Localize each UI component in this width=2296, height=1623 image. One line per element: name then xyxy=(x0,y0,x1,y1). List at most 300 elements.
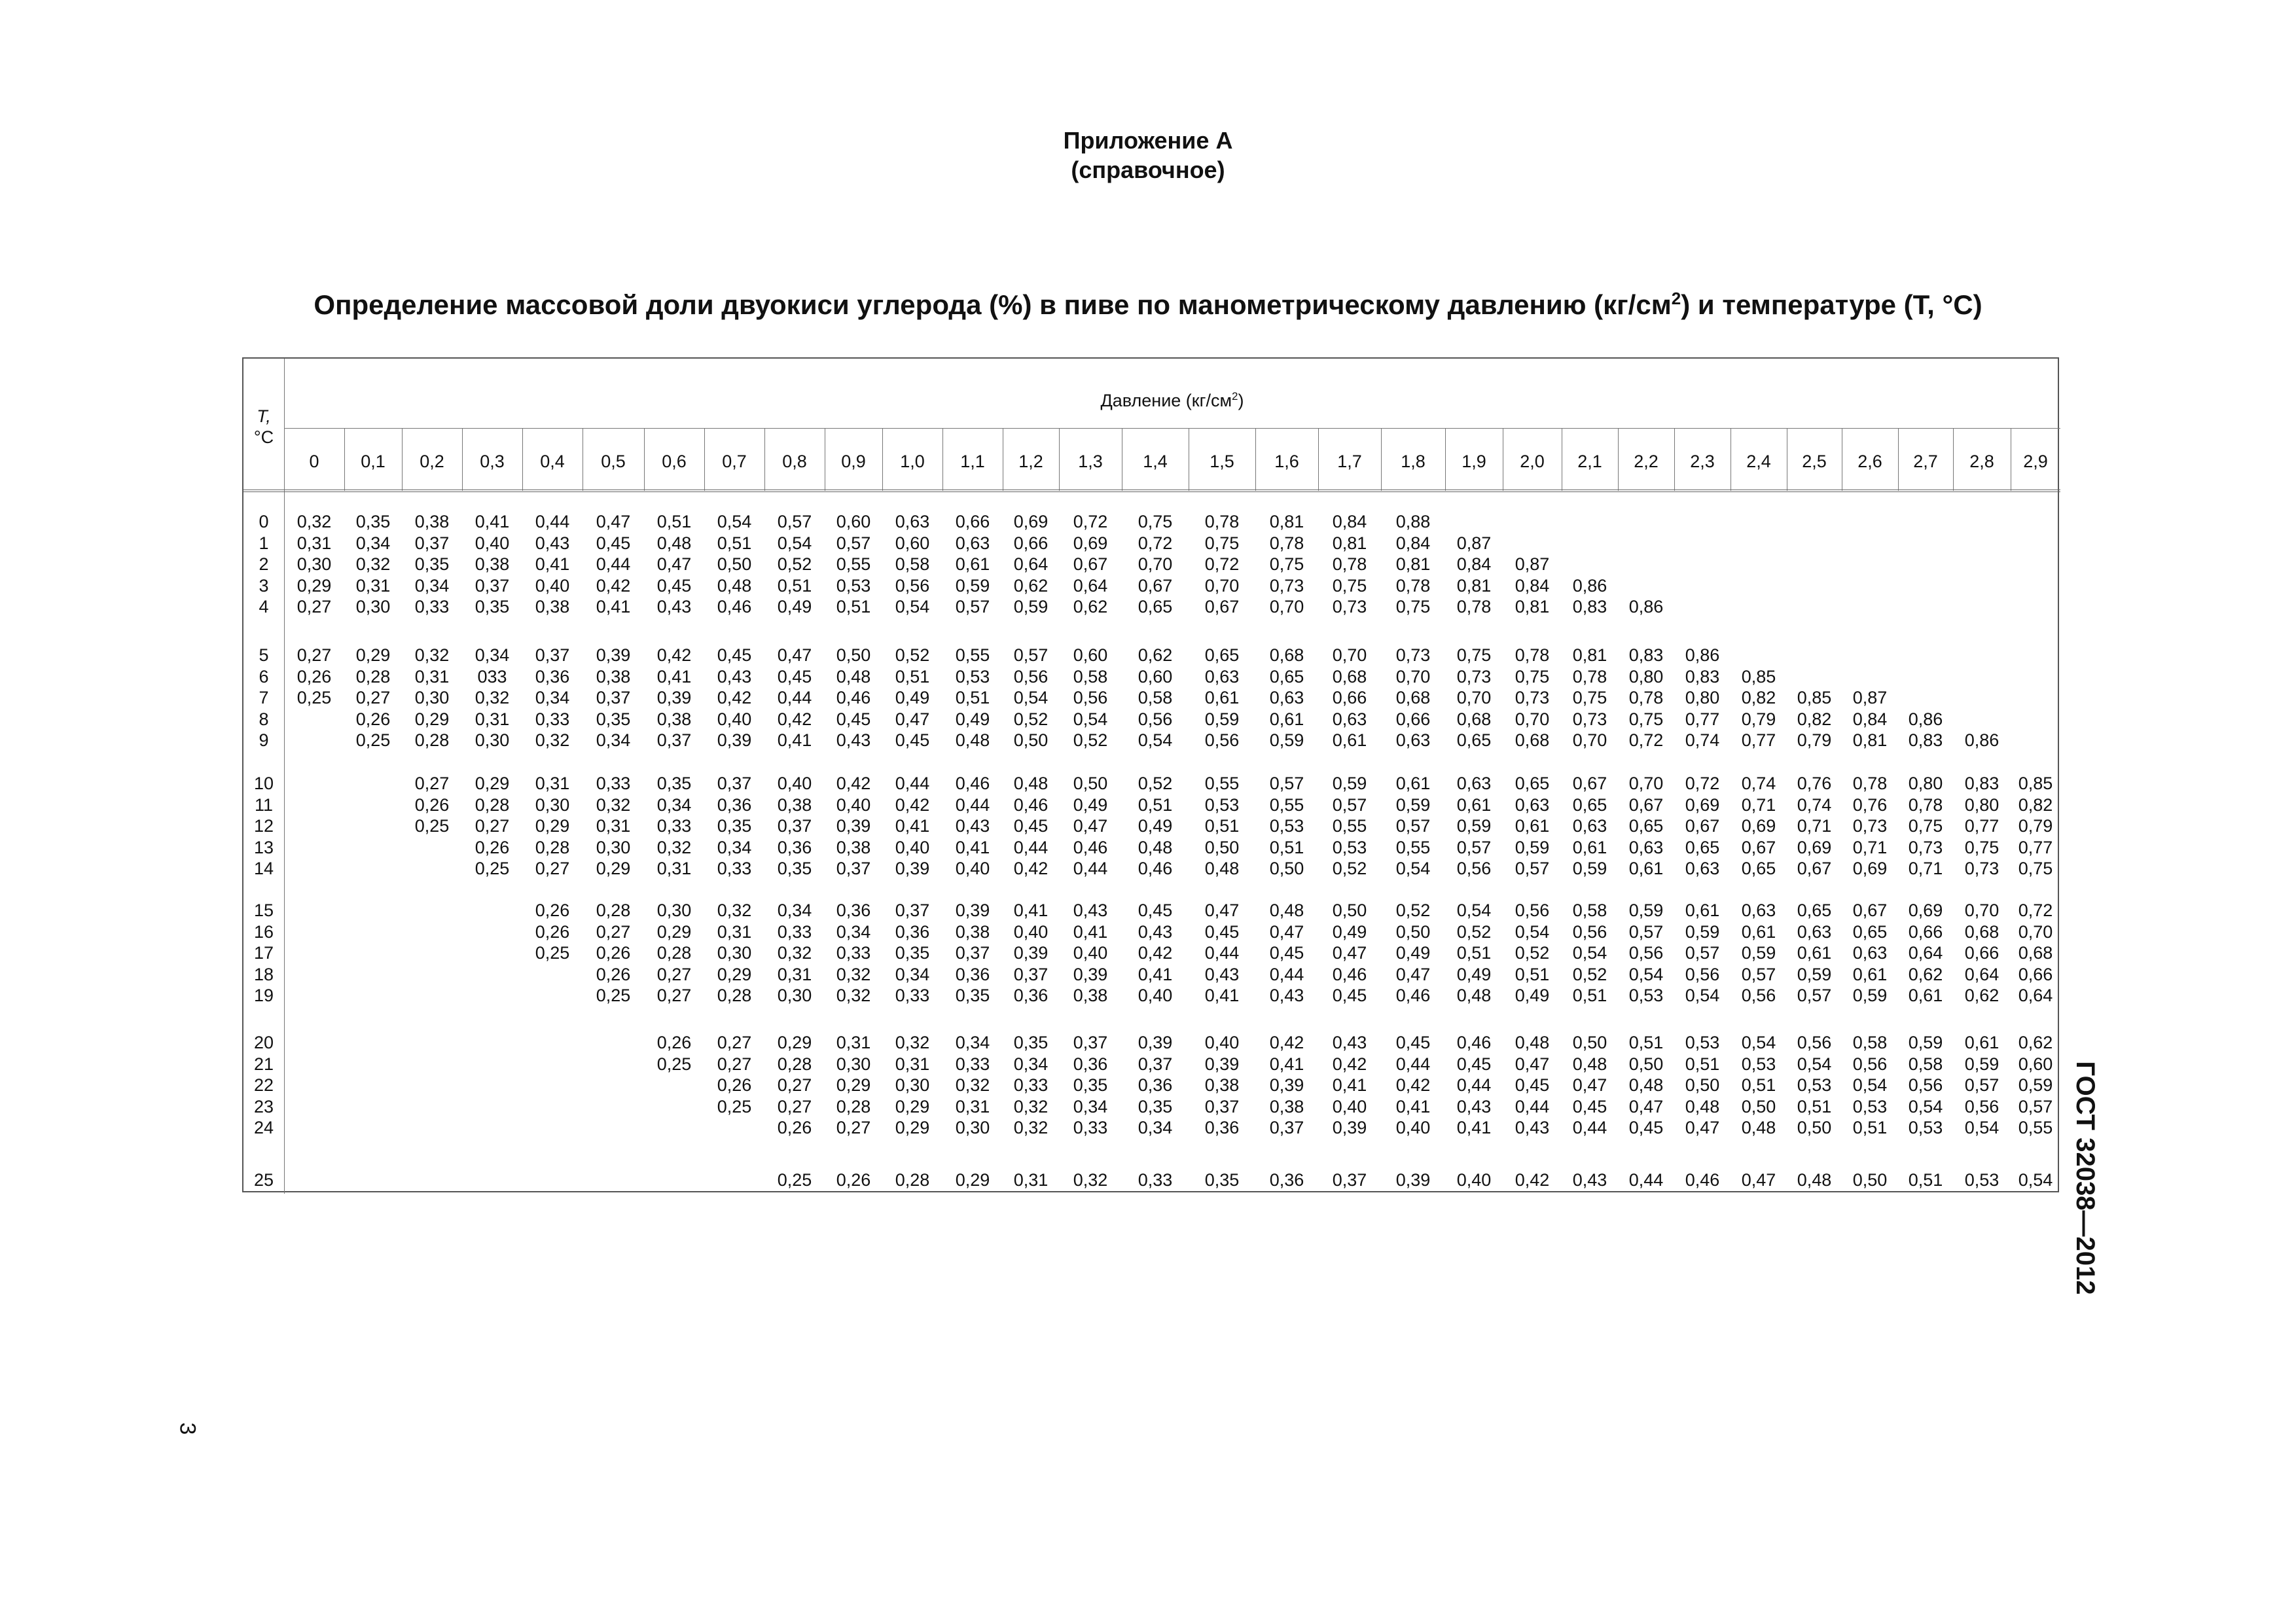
value-cell: 033 xyxy=(477,666,507,687)
value-cell: 0,57 xyxy=(1964,1075,2000,1095)
value-cell: 0,65 xyxy=(1204,645,1240,665)
value-cell: 0,79 xyxy=(2018,816,2053,836)
value-cell: 0,46 xyxy=(1685,1170,1720,1190)
value-cell: 0,56 xyxy=(1515,901,1550,920)
value-cell: 0,67 xyxy=(1073,554,1108,574)
value-cell: 0,38 xyxy=(777,794,812,815)
value-cell: 0,54 xyxy=(1073,709,1108,729)
value-cell: 0,42 xyxy=(777,709,812,729)
pressure-tail: ) xyxy=(1238,391,1244,410)
value-cell: 0,45 xyxy=(596,533,631,553)
pressure-column-header: 1,6 xyxy=(1274,452,1299,471)
value-cell: 0,40 xyxy=(1204,1033,1240,1052)
column-divider xyxy=(284,359,285,1194)
value-cell: 0,41 xyxy=(475,512,510,531)
value-cell: 0,52 xyxy=(1138,774,1173,793)
value-cell: 0,46 xyxy=(1138,859,1173,878)
value-cell: 0,29 xyxy=(955,1170,990,1190)
value-cell: 0,72 xyxy=(1628,730,1664,750)
value-cell: 0,65 xyxy=(1741,859,1776,878)
value-cell: 0,35 xyxy=(717,816,752,836)
value-cell: 0,53 xyxy=(1269,816,1304,836)
header-divider xyxy=(284,428,2060,429)
value-cell: 0,75 xyxy=(1332,575,1367,596)
value-cell: 0,29 xyxy=(535,816,570,836)
value-cell: 0,34 xyxy=(717,837,752,857)
value-cell: 0,50 xyxy=(1269,859,1304,878)
value-cell: 0,61 xyxy=(1685,901,1720,920)
value-cell: 0,78 xyxy=(1332,554,1367,574)
value-cell: 0,47 xyxy=(895,709,930,729)
value-cell: 0,47 xyxy=(1685,1118,1720,1137)
pressure-column-header: 2,4 xyxy=(1746,452,1771,471)
value-cell: 0,53 xyxy=(1741,1054,1776,1074)
value-cell: 0,34 xyxy=(1073,1096,1108,1116)
value-cell: 0,48 xyxy=(1013,774,1049,793)
value-cell: 0,33 xyxy=(955,1054,990,1074)
value-cell: 0,27 xyxy=(296,597,332,616)
value-cell: 0,45 xyxy=(1515,1075,1550,1095)
value-cell: 0,57 xyxy=(1797,986,1832,1005)
value-cell: 0,38 xyxy=(535,597,570,616)
value-cell: 0,58 xyxy=(1073,666,1108,687)
value-cell: 0,54 xyxy=(1908,1096,1943,1116)
value-cell: 0,57 xyxy=(1269,774,1304,793)
value-cell: 0,53 xyxy=(1685,1033,1720,1052)
value-cell: 0,60 xyxy=(836,512,871,531)
value-cell: 0,48 xyxy=(656,533,692,553)
value-cell: 0,78 xyxy=(1269,533,1304,553)
value-cell: 0,67 xyxy=(1628,794,1664,815)
value-cell: 0,77 xyxy=(2018,837,2053,857)
value-cell: 0,61 xyxy=(1964,1033,2000,1052)
value-cell: 0,36 xyxy=(1269,1170,1304,1190)
value-cell: 0,59 xyxy=(1685,921,1720,942)
value-cell: 0,56 xyxy=(1456,859,1492,878)
value-cell: 0,42 xyxy=(1269,1033,1304,1052)
value-cell: 0,31 xyxy=(836,1033,871,1052)
value-cell: 0,54 xyxy=(1456,901,1492,920)
pressure-column-header: 2,1 xyxy=(1577,452,1602,471)
value-cell: 0,28 xyxy=(535,837,570,857)
value-cell: 0,69 xyxy=(1013,512,1049,531)
value-cell: 0,72 xyxy=(1685,774,1720,793)
value-cell: 0,80 xyxy=(1685,688,1720,707)
value-cell: 0,50 xyxy=(1073,774,1108,793)
value-cell: 0,75 xyxy=(1456,645,1492,665)
value-cell: 0,56 xyxy=(1964,1096,2000,1116)
value-cell: 0,39 xyxy=(656,688,692,707)
value-cell: 0,59 xyxy=(955,575,990,596)
value-cell: 0,50 xyxy=(717,554,752,574)
value-cell: 0,57 xyxy=(1628,921,1664,942)
value-cell: 0,72 xyxy=(1204,554,1240,574)
value-cell: 0,34 xyxy=(836,921,871,942)
value-cell: 0,49 xyxy=(1395,943,1431,963)
pressure-column-header: 1,4 xyxy=(1143,452,1168,471)
value-cell: 0,39 xyxy=(1073,964,1108,984)
value-cell: 0,87 xyxy=(1515,554,1550,574)
value-cell: 0,75 xyxy=(1395,597,1431,616)
value-cell: 0,57 xyxy=(1395,816,1431,836)
value-cell: 0,33 xyxy=(656,816,692,836)
value-cell: 0,63 xyxy=(1204,666,1240,687)
value-cell: 0,40 xyxy=(895,837,930,857)
value-cell: 0,75 xyxy=(1138,512,1173,531)
pressure-column-header: 2,5 xyxy=(1802,452,1827,471)
value-cell: 0,57 xyxy=(1456,837,1492,857)
value-cell: 0,47 xyxy=(1572,1075,1607,1095)
value-cell: 0,30 xyxy=(475,730,510,750)
value-cell: 0,84 xyxy=(1395,533,1431,553)
value-cell: 0,37 xyxy=(777,816,812,836)
value-cell: 0,88 xyxy=(1395,512,1431,531)
value-cell: 0,56 xyxy=(1797,1033,1832,1052)
value-cell: 0,25 xyxy=(777,1170,812,1190)
value-cell: 0,32 xyxy=(836,964,871,984)
value-cell: 0,51 xyxy=(777,575,812,596)
value-cell: 0,32 xyxy=(296,512,332,531)
value-cell: 0,36 xyxy=(895,921,930,942)
value-cell: 0,73 xyxy=(1515,688,1550,707)
value-cell: 0,51 xyxy=(1269,837,1304,857)
value-cell: 0,70 xyxy=(1572,730,1607,750)
value-cell: 0,61 xyxy=(1395,774,1431,793)
value-cell: 0,33 xyxy=(777,921,812,942)
value-cell: 0,78 xyxy=(1628,688,1664,707)
temperature-cell: 8 xyxy=(259,709,269,729)
temperature-cell: 22 xyxy=(253,1075,274,1095)
value-cell: 0,52 xyxy=(1332,859,1367,878)
value-cell: 0,70 xyxy=(1204,575,1240,596)
temperature-cell: 19 xyxy=(253,986,274,1005)
value-cell: 0,68 xyxy=(1395,688,1431,707)
value-cell: 0,34 xyxy=(777,901,812,920)
value-cell: 0,49 xyxy=(1073,794,1108,815)
value-cell: 0,56 xyxy=(1908,1075,1943,1095)
value-cell: 0,55 xyxy=(1269,794,1304,815)
pressure-column-header: 2,6 xyxy=(1857,452,1882,471)
value-cell: 0,63 xyxy=(1685,859,1720,878)
standard-code: ГОСТ 32038—2012 xyxy=(2071,1061,2100,1295)
value-cell: 0,47 xyxy=(596,512,631,531)
value-cell: 0,45 xyxy=(1572,1096,1607,1116)
value-cell: 0,73 xyxy=(1332,597,1367,616)
temperature-cell: 24 xyxy=(253,1118,274,1137)
value-cell: 0,67 xyxy=(1797,859,1832,878)
value-cell: 0,47 xyxy=(1073,816,1108,836)
value-cell: 0,37 xyxy=(1013,964,1049,984)
value-cell: 0,82 xyxy=(1797,709,1832,729)
value-cell: 0,47 xyxy=(1515,1054,1550,1074)
value-cell: 0,84 xyxy=(1515,575,1550,596)
value-cell: 0,70 xyxy=(2018,921,2053,942)
value-cell: 0,58 xyxy=(1572,901,1607,920)
value-cell: 0,39 xyxy=(717,730,752,750)
value-cell: 0,26 xyxy=(596,964,631,984)
value-cell: 0,66 xyxy=(1013,533,1049,553)
value-cell: 0,45 xyxy=(1204,921,1240,942)
value-cell: 0,27 xyxy=(836,1118,871,1137)
value-cell: 0,32 xyxy=(535,730,570,750)
temperature-cell: 18 xyxy=(253,964,274,984)
value-cell: 0,83 xyxy=(1628,645,1664,665)
value-cell: 0,33 xyxy=(414,597,450,616)
value-cell: 0,37 xyxy=(1073,1033,1108,1052)
value-cell: 0,56 xyxy=(1685,964,1720,984)
value-cell: 0,59 xyxy=(1515,837,1550,857)
temperature-cell: 20 xyxy=(253,1033,274,1052)
value-cell: 0,31 xyxy=(596,816,631,836)
value-cell: 0,52 xyxy=(1013,709,1049,729)
value-cell: 0,81 xyxy=(1395,554,1431,574)
value-cell: 0,25 xyxy=(656,1054,692,1074)
value-cell: 0,81 xyxy=(1269,512,1304,531)
value-cell: 0,51 xyxy=(1628,1033,1664,1052)
value-cell: 0,26 xyxy=(596,943,631,963)
value-cell: 0,35 xyxy=(1204,1170,1240,1190)
value-cell: 0,59 xyxy=(1456,816,1492,836)
value-cell: 0,70 xyxy=(1395,666,1431,687)
pressure-column-header: 1,2 xyxy=(1018,452,1043,471)
value-cell: 0,61 xyxy=(955,554,990,574)
value-cell: 0,27 xyxy=(535,859,570,878)
value-cell: 0,61 xyxy=(1515,816,1550,836)
value-cell: 0,83 xyxy=(1685,666,1720,687)
value-cell: 0,42 xyxy=(717,688,752,707)
pressure-superscript: 2 xyxy=(1232,390,1238,402)
value-cell: 0,57 xyxy=(2018,1096,2053,1116)
value-cell: 0,61 xyxy=(1572,837,1607,857)
value-cell: 0,34 xyxy=(535,688,570,707)
value-cell: 0,61 xyxy=(1908,986,1943,1005)
value-cell: 0,40 xyxy=(1332,1096,1367,1116)
value-cell: 0,35 xyxy=(355,512,391,531)
value-cell: 0,83 xyxy=(1908,730,1943,750)
value-cell: 0,66 xyxy=(1395,709,1431,729)
title-tail: ) и температуре (Т, °С) xyxy=(1681,289,1982,320)
value-cell: 0,61 xyxy=(1204,688,1240,707)
value-cell: 0,66 xyxy=(955,512,990,531)
value-cell: 0,49 xyxy=(895,688,930,707)
value-cell: 0,41 xyxy=(955,837,990,857)
value-cell: 0,45 xyxy=(895,730,930,750)
value-cell: 0,41 xyxy=(1138,964,1173,984)
pressure-column-header: 0,7 xyxy=(722,452,747,471)
value-cell: 0,58 xyxy=(1908,1054,1943,1074)
value-cell: 0,59 xyxy=(1013,597,1049,616)
header-body-divider xyxy=(243,490,2060,492)
value-cell: 0,75 xyxy=(1628,709,1664,729)
value-cell: 0,29 xyxy=(355,645,391,665)
value-cell: 0,26 xyxy=(836,1170,871,1190)
value-cell: 0,50 xyxy=(836,645,871,665)
value-cell: 0,36 xyxy=(955,964,990,984)
temperature-cell: 15 xyxy=(253,901,274,920)
value-cell: 0,55 xyxy=(836,554,871,574)
value-cell: 0,32 xyxy=(475,688,510,707)
value-cell: 0,52 xyxy=(1073,730,1108,750)
value-cell: 0,76 xyxy=(1852,794,1888,815)
value-cell: 0,53 xyxy=(955,666,990,687)
value-cell: 0,45 xyxy=(777,666,812,687)
value-cell: 0,66 xyxy=(1908,921,1943,942)
temperature-cell: 14 xyxy=(253,859,274,878)
value-cell: 0,37 xyxy=(535,645,570,665)
pressure-column-header: 0,6 xyxy=(662,452,687,471)
value-cell: 0,39 xyxy=(1138,1033,1173,1052)
value-cell: 0,70 xyxy=(1332,645,1367,665)
value-cell: 0,56 xyxy=(1073,688,1108,707)
value-cell: 0,78 xyxy=(1852,774,1888,793)
value-cell: 0,44 xyxy=(1456,1075,1492,1095)
value-cell: 0,41 xyxy=(777,730,812,750)
value-cell: 0,42 xyxy=(895,794,930,815)
value-cell: 0,67 xyxy=(1741,837,1776,857)
value-cell: 0,53 xyxy=(1797,1075,1832,1095)
value-cell: 0,34 xyxy=(1138,1118,1173,1137)
temperature-cell: 5 xyxy=(259,645,269,665)
value-cell: 0,51 xyxy=(1138,794,1173,815)
value-cell: 0,43 xyxy=(656,597,692,616)
value-cell: 0,30 xyxy=(777,986,812,1005)
value-cell: 0,57 xyxy=(1741,964,1776,984)
value-cell: 0,52 xyxy=(1515,943,1550,963)
value-cell: 0,41 xyxy=(1456,1118,1492,1137)
value-cell: 0,54 xyxy=(777,533,812,553)
value-cell: 0,48 xyxy=(1572,1054,1607,1074)
value-cell: 0,55 xyxy=(2018,1118,2053,1137)
value-cell: 0,35 xyxy=(414,554,450,574)
value-cell: 0,40 xyxy=(836,794,871,815)
title-superscript: 2 xyxy=(1671,289,1681,308)
value-cell: 0,81 xyxy=(1572,645,1607,665)
value-cell: 0,57 xyxy=(836,533,871,553)
value-cell: 0,57 xyxy=(1515,859,1550,878)
value-cell: 0,47 xyxy=(1269,921,1304,942)
value-cell: 0,68 xyxy=(1515,730,1550,750)
value-cell: 0,44 xyxy=(1628,1170,1664,1190)
value-cell: 0,63 xyxy=(1741,901,1776,920)
value-cell: 0,33 xyxy=(1013,1075,1049,1095)
value-cell: 0,77 xyxy=(1964,816,2000,836)
value-cell: 0,54 xyxy=(1013,688,1049,707)
value-cell: 0,29 xyxy=(717,964,752,984)
value-cell: 0,36 xyxy=(717,794,752,815)
value-cell: 0,59 xyxy=(1395,794,1431,815)
value-cell: 0,59 xyxy=(1908,1033,1943,1052)
value-cell: 0,50 xyxy=(1395,921,1431,942)
temperature-cell: 25 xyxy=(253,1170,274,1190)
value-cell: 0,46 xyxy=(1073,837,1108,857)
value-cell: 0,43 xyxy=(1138,921,1173,942)
value-cell: 0,63 xyxy=(1628,837,1664,857)
value-cell: 0,31 xyxy=(535,774,570,793)
pressure-column-header: 1,5 xyxy=(1210,452,1234,471)
value-cell: 0,36 xyxy=(777,837,812,857)
value-cell: 0,83 xyxy=(1572,597,1607,616)
value-cell: 0,36 xyxy=(1073,1054,1108,1074)
value-cell: 0,44 xyxy=(535,512,570,531)
value-cell: 0,75 xyxy=(1572,688,1607,707)
value-cell: 0,49 xyxy=(1515,986,1550,1005)
value-cell: 0,51 xyxy=(955,688,990,707)
value-cell: 0,32 xyxy=(895,1033,930,1052)
value-cell: 0,40 xyxy=(1073,943,1108,963)
value-cell: 0,29 xyxy=(596,859,631,878)
value-cell: 0,39 xyxy=(596,645,631,665)
value-cell: 0,40 xyxy=(1456,1170,1492,1190)
value-cell: 0,67 xyxy=(1204,597,1240,616)
temperature-cell: 23 xyxy=(253,1096,274,1116)
value-cell: 0,34 xyxy=(955,1033,990,1052)
value-cell: 0,55 xyxy=(1332,816,1367,836)
value-cell: 0,56 xyxy=(1138,709,1173,729)
value-cell: 0,25 xyxy=(596,986,631,1005)
value-cell: 0,34 xyxy=(414,575,450,596)
value-cell: 0,35 xyxy=(656,774,692,793)
value-cell: 0,29 xyxy=(895,1118,930,1137)
value-cell: 0,64 xyxy=(2018,986,2053,1005)
value-cell: 0,58 xyxy=(1138,688,1173,707)
value-cell: 0,32 xyxy=(656,837,692,857)
value-cell: 0,51 xyxy=(717,533,752,553)
temperature-cell: 4 xyxy=(259,597,269,616)
value-cell: 0,70 xyxy=(1628,774,1664,793)
value-cell: 0,81 xyxy=(1456,575,1492,596)
value-cell: 0,46 xyxy=(1395,986,1431,1005)
value-cell: 0,51 xyxy=(656,512,692,531)
value-cell: 0,52 xyxy=(1456,921,1492,942)
value-cell: 0,65 xyxy=(1852,921,1888,942)
value-cell: 0,73 xyxy=(1269,575,1304,596)
value-cell: 0,86 xyxy=(1908,709,1943,729)
value-cell: 0,56 xyxy=(1628,943,1664,963)
value-cell: 0,58 xyxy=(1852,1033,1888,1052)
value-cell: 0,41 xyxy=(1332,1075,1367,1095)
value-cell: 0,44 xyxy=(1073,859,1108,878)
value-cell: 0,65 xyxy=(1269,666,1304,687)
value-cell: 0,75 xyxy=(1204,533,1240,553)
value-cell: 0,42 xyxy=(656,645,692,665)
value-cell: 0,27 xyxy=(296,645,332,665)
value-cell: 0,51 xyxy=(1685,1054,1720,1074)
page-title xyxy=(0,281,2296,322)
value-cell: 0,73 xyxy=(1964,859,2000,878)
value-cell: 0,42 xyxy=(596,575,631,596)
value-cell: 0,29 xyxy=(777,1033,812,1052)
value-cell: 0,40 xyxy=(717,709,752,729)
value-cell: 0,85 xyxy=(1797,688,1832,707)
value-cell: 0,40 xyxy=(777,774,812,793)
value-cell: 0,30 xyxy=(414,688,450,707)
value-cell: 0,31 xyxy=(475,709,510,729)
value-cell: 0,45 xyxy=(1395,1033,1431,1052)
value-cell: 0,67 xyxy=(1138,575,1173,596)
value-cell: 0,72 xyxy=(2018,901,2053,920)
value-cell: 0,45 xyxy=(1138,901,1173,920)
value-cell: 0,54 xyxy=(1797,1054,1832,1074)
value-cell: 0,57 xyxy=(777,512,812,531)
value-cell: 0,36 xyxy=(836,901,871,920)
value-cell: 0,67 xyxy=(1685,816,1720,836)
value-cell: 0,33 xyxy=(535,709,570,729)
value-cell: 0,37 xyxy=(895,901,930,920)
value-cell: 0,75 xyxy=(1908,816,1943,836)
value-cell: 0,28 xyxy=(717,986,752,1005)
value-cell: 0,41 xyxy=(1269,1054,1304,1074)
value-cell: 0,31 xyxy=(955,1096,990,1116)
